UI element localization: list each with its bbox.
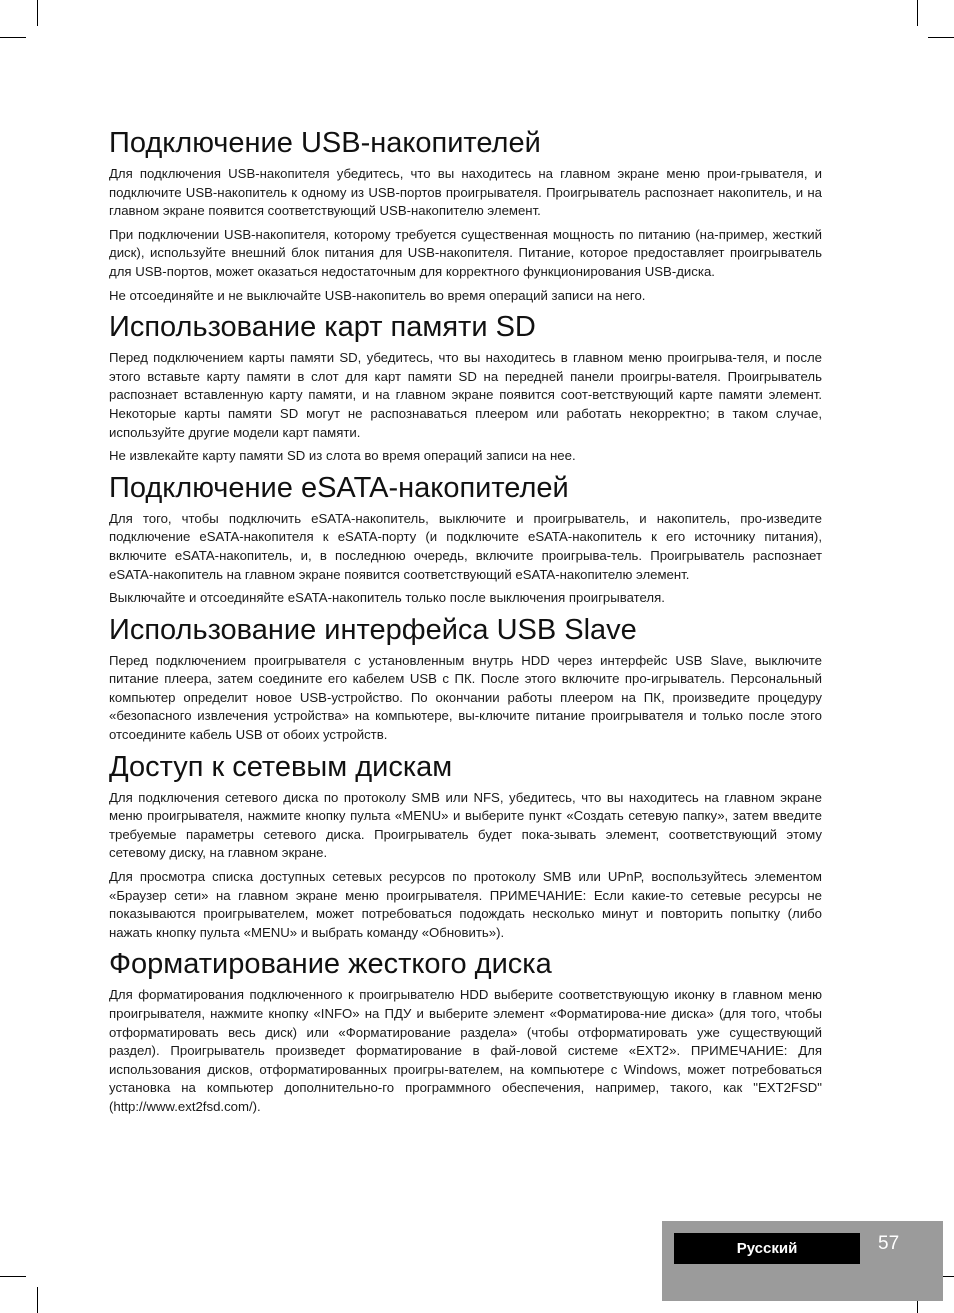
paragraph: Для форматирования подключенного к проигрывателю HDD выберите соответствующую иконку в главном меню проигрывателя, нажмите кнопку «INFO» на ПДУ и выберите элемент «Форматирова-ние диска» (для того, чтобы отформатировать весь диск) или «Форматирование раздела» (чтобы отформатировать уже существующий раздел). Проигрыватель произведет форматирование в фай-ловой системе «EXT2». ПРИМЕЧАНИЕ: Для использования дисков, отформатированных проигры-вателем, на компьютере с Windows, может потребоваться установка на компьютер дополнительно-го программного обеспечения, например, такого, как "EXT2FSD" (http://www.ext2fsd.com/). [109,987,822,1114]
paragraph: Перед подключением карты памяти SD, убедитесь, что вы находитесь в главном меню проигрыва-теля, и после этого вставьте карту памяти в слот для карт памяти SD на передней панели проигры-вателя. Проигрыватель распознает вставленную карту памяти, и на главном экране появится соот-ветствующий карте памяти элемент. Некоторые карты памяти SD могут не распознаваться плеером или работать некорректно; в таком случае, используйте другие модели карт памяти. [109,350,822,440]
section-heading: Форматирование жесткого диска [109,948,552,981]
crop-mark [37,0,38,26]
section-sd-cards [109,310,822,466]
section-network-drives [109,750,822,943]
section-heading: Доступ к сетевым дискам [109,750,453,783]
paragraph: Для подключения USB-накопителя убедитесь, что вы находитесь на главном экране меню прои-грывателя, и подключите USB-накопитель к одному из USB-портов проигрывателя. Проигрыватель распознает накопитель, и на главном экране появится соответствующий USB-накопителю элемент. [109,166,822,219]
crop-mark [0,37,26,38]
page-number: 57 [878,1233,900,1254]
page-content [109,126,822,1122]
paragraph: Перед подключением проигрывателя с установленным внутрь HDD через интерфейс USB Slave, выключите питание плеера, затем соедините его кабелем USB с ПК. После этого включите про-игрыватель. Персональный компьютер определит новое USB-устройство. По окончании работы плеером на ПК, произведите процедуру «безопасного извлечения устройства» на компьютере, вы-ключите питание проигрывателя и только после этого отсоедините кабель USB от обоих устройств. [109,652,822,743]
paragraph: Для того, чтобы подключить eSATA-накопитель, выключите и проигрыватель, и накопитель, про-изведите подключение eSATA-накопителя к eSATA-порту (и подключите eSATA-накопитель к его источнику питания), включите eSATA-накопитель, и, в последнюю очередь, включите проигрыва-тель. Проигрыватель распознает eSATA-накопитель на главном экране появится соответствующий eSATA-накопителю элемент. [109,510,822,582]
section-heading: Использование карт памяти SD [109,311,536,344]
paragraph: Не извлекайте карту памяти SD из слота во время операций записи на нее. [109,448,576,464]
page-footer [662,1221,943,1301]
section-heading: Использование интерфейса USB Slave [109,613,637,646]
crop-mark [37,1287,38,1313]
section-heading: Подключение USB-накопителей [109,127,541,159]
crop-mark [928,37,954,38]
section-esata [109,471,822,608]
paragraph: Для подключения сетевого диска по протоколу SMB или NFS, убедитесь, что вы находитесь на главном экране меню проигрывателя, нажмите кнопку пульта «MENU» и выберите пункт «Создать сетевую папку», затем введите требуемые параметры сетевого диска. Проигрыватель будет пока-зывать элемент, соответствующий этому сетевому диску, на главном экране. [109,789,822,861]
crop-mark [917,0,918,26]
crop-mark [0,1276,26,1277]
section-usb-slave [109,613,822,745]
section-usb-storage [109,126,822,305]
language-label: Русский [674,1233,860,1264]
section-heading: Подключение eSATA-накопителей [109,471,569,504]
paragraph: Для просмотра списка доступных сетевых ресурсов по протоколу SMB или UPnP, воспользуйтесь элементом «Браузер сети» на главном экране меню проигрывателя. ПРИМЕЧАНИЕ: Если какие-то сетевые ресурсы не показываются проигрывателем, может потребоваться подождать несколько минут и повторить попытку (либо нажать кнопку пульта «MENU» и выбрать команду «Обновить»). [109,869,822,940]
paragraph: Выключайте и отсоединяйте eSATA-накопитель только после выключения проигрывателя. [109,590,665,606]
paragraph: Не отсоединяйте и не выключайте USB-накопитель во время операций записи на него. [109,287,646,303]
section-hdd-format [109,947,822,1116]
paragraph: При подключении USB-накопителя, которому требуется существенная мощность по питанию (на-пример, жесткий диск), используйте внешний блок питания для USB-накопителя. Питание, которое предоставляет проигрыватель для USB-портов, может оказаться недостаточным для корректного функционирования USB-диска. [109,226,822,279]
